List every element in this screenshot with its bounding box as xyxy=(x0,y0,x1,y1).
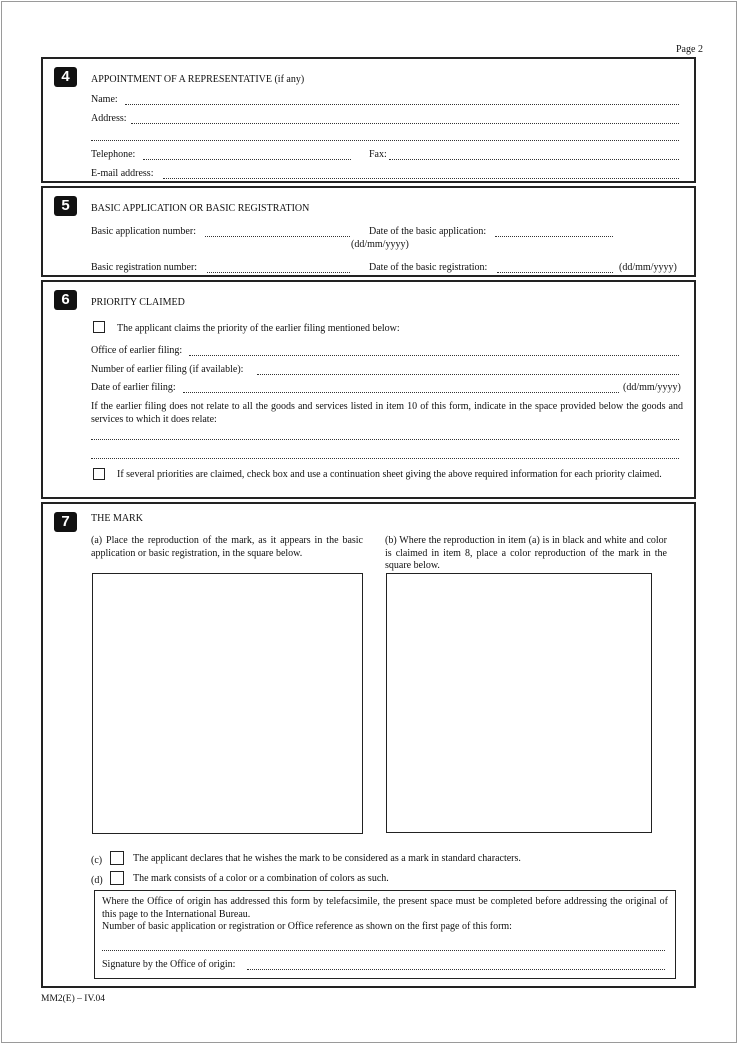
office-origin-instruction: Where the Office of origin has addressed this form by telefacsimile, the present space must be completed before addressing the original of this page to the International Bureau. xyxy=(102,896,668,920)
number-earlier-filing-label: Number of earlier filing (if available): xyxy=(91,364,244,375)
section-number-badge: 4 xyxy=(54,67,77,87)
fax-field[interactable] xyxy=(389,159,679,160)
mark-reproduction-instruction-a: (a) Place the reproduction of the mark, as it appears in the basic application or basic registration, in the square below. xyxy=(91,535,363,559)
app-number-field[interactable] xyxy=(205,236,350,237)
reg-number-field[interactable] xyxy=(207,272,350,273)
reg-number-label: Basic registration number: xyxy=(91,262,198,273)
priority-claim-label: The applicant claims the priority of the earlier filing mentioned below: xyxy=(117,323,400,334)
office-signature-label: Signature by the Office of origin: xyxy=(102,959,236,970)
several-priorities-label: If several priorities are claimed, check box and use a continuation sheet giving the above required information for each priority claimed. xyxy=(117,469,662,480)
telephone-field[interactable] xyxy=(143,159,351,160)
date-earlier-filing-field[interactable] xyxy=(183,392,619,393)
form-footer-code: MM2(E) – IV.04 xyxy=(41,994,105,1004)
goods-services-field-line-2[interactable] xyxy=(91,458,679,459)
email-field[interactable] xyxy=(163,178,679,179)
email-label: E-mail address: xyxy=(91,168,154,179)
fax-label: Fax: xyxy=(369,149,387,160)
several-priorities-checkbox[interactable] xyxy=(93,468,105,480)
date-earlier-filing-label: Date of earlier filing: xyxy=(91,382,176,393)
standard-characters-label: The applicant declares that he wishes the mark to be considered as a mark in standard characters. xyxy=(133,853,521,864)
address-label: Address: xyxy=(91,113,127,124)
app-number-label: Basic application number: xyxy=(91,226,196,237)
reg-date-format: (dd/mm/yyyy) xyxy=(619,262,677,273)
color-mark-checkbox[interactable] xyxy=(110,871,124,885)
goods-services-instruction: If the earlier filing does not relate to all the goods and services listed in item 10 of this form, indicate in the space provided below the goods and services to which it does relate: xyxy=(91,401,683,425)
reg-date-field[interactable] xyxy=(497,272,613,273)
office-of-origin-box xyxy=(94,890,676,979)
app-date-format: (dd/mm/yyyy) xyxy=(351,239,409,250)
section-title: PRIORITY CLAIMED xyxy=(91,297,185,308)
section-5-basic-application xyxy=(41,186,696,277)
office-number-field[interactable] xyxy=(102,950,665,951)
section-number-badge: 7 xyxy=(54,512,77,532)
app-date-label: Date of the basic application: xyxy=(369,226,487,237)
name-label: Name: xyxy=(91,94,118,105)
office-signature-field[interactable] xyxy=(247,969,665,970)
section-number-badge: 5 xyxy=(54,196,77,216)
item-d-prefix: (d) xyxy=(91,875,103,886)
app-date-field[interactable] xyxy=(495,236,613,237)
section-title: BASIC APPLICATION OR BASIC REGISTRATION xyxy=(91,203,310,214)
mark-reproduction-box-a[interactable] xyxy=(92,573,363,834)
office-earlier-filing-field[interactable] xyxy=(189,355,679,356)
section-6-priority-claimed xyxy=(41,280,696,499)
goods-services-field-line-1[interactable] xyxy=(91,439,679,440)
section-number-badge: 6 xyxy=(54,290,77,310)
priority-claim-checkbox[interactable] xyxy=(93,321,105,333)
color-mark-label: The mark consists of a color or a combination of colors as such. xyxy=(133,873,389,884)
mark-reproduction-instruction-b: (b) Where the reproduction in item (a) is in black and white and color is claimed in item 8, place a color reproduction of the mark in the square below. xyxy=(385,535,667,571)
mark-reproduction-box-b[interactable] xyxy=(386,573,652,833)
address-field-line-2[interactable] xyxy=(91,140,679,141)
item-c-prefix: (c) xyxy=(91,855,103,866)
section-4-representative xyxy=(41,57,696,183)
office-earlier-filing-label: Office of earlier filing: xyxy=(91,345,183,356)
page-number: Page 2 xyxy=(676,44,703,55)
standard-characters-checkbox[interactable] xyxy=(110,851,124,865)
section-7-the-mark xyxy=(41,502,696,988)
section-title: APPOINTMENT OF A REPRESENTATIVE (if any) xyxy=(91,74,305,85)
section-title: THE MARK xyxy=(91,513,143,524)
name-field[interactable] xyxy=(125,104,679,105)
office-number-label: Number of basic application or registration or Office reference as shown on the first page of this form: xyxy=(102,921,512,932)
reg-date-label: Date of the basic registration: xyxy=(369,262,488,273)
telephone-label: Telephone: xyxy=(91,149,136,160)
number-earlier-filing-field[interactable] xyxy=(257,374,679,375)
address-field-line-1[interactable] xyxy=(131,123,679,124)
date-format: (dd/mm/yyyy) xyxy=(623,382,681,393)
